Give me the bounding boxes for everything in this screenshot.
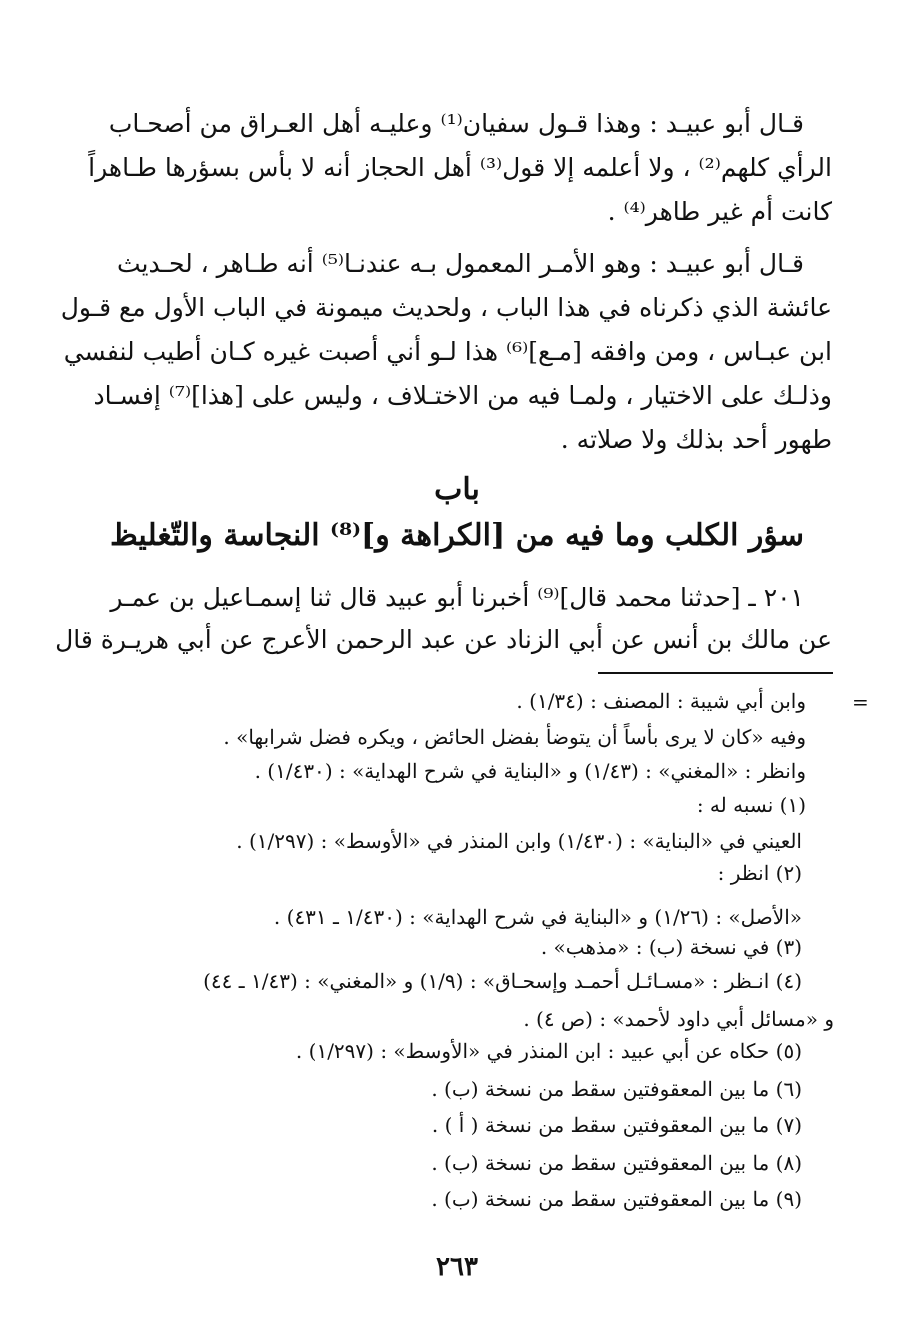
footnote-line: (٣) في نسخة (ب) : «مذهب» . — [540, 935, 802, 959]
footnote-line: العيني في «البناية» : (١/٤٣٠) وابن المنذر في «الأوسط» : (١/٢٩٧) . — [236, 829, 802, 853]
footnote-line: (٧) ما بين المعقوفتين سقط من نسخة ( أ ) . — [431, 1113, 802, 1137]
footnote-line: (٦) ما بين المعقوفتين سقط من نسخة (ب) . — [431, 1077, 802, 1101]
paragraph2-line-5: طهور أحد بذلك ولا صلاته . — [560, 425, 832, 454]
paragraph2-line-2: عائشة الذي ذكرناه في هذا الباب ، ولحديث ميمونة في الباب الأول مع قـول — [60, 293, 832, 322]
paragraph3-line-1: ٢٠١ ـ [حدثنا محمد قال]⁽⁹⁾ أخبرنا أبو عبيد قال ثنا إسمـاعيل بن عمـر — [110, 583, 804, 612]
footnote-line: (٥) حكاه عن أبي عبيد : ابن المنذر في «الأوسط» : (١/٢٩٧) . — [295, 1039, 802, 1063]
paragraph2-line-1: قـال أبو عبيـد : وهو الأمـر المعمول بـه عندنـا⁽⁵⁾ أنه طـاهر ، لحـديث — [117, 249, 804, 278]
paragraph1-line-2: الرأي كلهم⁽²⁾ ، ولا أعلمه إلا قول⁽³⁾ أهل الحجاز أنه لا بأس بسؤرها طـاهراً — [88, 153, 832, 182]
footnote-separator — [598, 672, 833, 674]
paragraph2-line-3: ابن عبـاس ، ومن وافقه [مـع]⁽⁶⁾ هذا لـو أني أصبت غيره كـان أطيب لنفسي — [63, 337, 832, 366]
footnote-line: وانظر : «المغني» : (١/٤٣) و «البناية في شرح الهداية» : (١/٤٣٠) . — [254, 759, 806, 783]
footnote-line: «الأصل» : (١/٢٦) و «البناية في شرح الهداية» : (١/٤٣٠ ـ ٤٣١) . — [273, 905, 802, 929]
continuation-mark: = — [852, 690, 869, 714]
footnote-line: (٨) ما بين المعقوفتين سقط من نسخة (ب) . — [431, 1151, 802, 1175]
paragraph1-line-3: كانت أم غير طاهر⁽⁴⁾ . — [607, 197, 832, 226]
footnote-line: و «مسائل أبي داود لأحمد» : (ص ٤) . — [523, 1007, 834, 1031]
footnote-line: (٤) انـظر : «مسـائـل أحمـد وإسحـاق» : (١/٩) و «المغني» : (١/٤٣ ـ ٤٤) — [203, 969, 802, 993]
paragraph2-line-4: وذلـك على الاختيار ، ولمـا فيه من الاختـلاف ، وليس على [هذا]⁽⁷⁾ إفسـاد — [93, 381, 832, 410]
chapter-word: باب — [434, 472, 480, 507]
paragraph3-line-2: عن مالك بن أنس عن أبي الزناد عن عبد الرحمن الأعرج عن أبي هريـرة قال — [55, 625, 832, 654]
page-number: ٢٦٣ — [436, 1252, 478, 1282]
footnote-line: وابن أبي شيبة : المصنف : (١/٣٤) . — [516, 689, 806, 713]
paragraph1-line-1: قـال أبو عبيـد : وهذا قـول سفيان⁽¹⁾ وعليـه أهل العـراق من أصحـاب — [108, 109, 804, 138]
footnote-line: (٩) ما بين المعقوفتين سقط من نسخة (ب) . — [431, 1187, 802, 1211]
chapter-title: سؤر الكلب وما فيه من [الكراهة و]⁽⁸⁾ النجاسة والتّغليظ — [109, 518, 805, 553]
footnote-line: (٢) انظر : — [717, 861, 802, 885]
footnote-line: (١) نسبه له : — [696, 793, 806, 817]
footnote-line: وفيه «كان لا يرى بأساً أن يتوضأ بفضل الحائض ، ويكره فضل شرابها» . — [223, 725, 806, 749]
